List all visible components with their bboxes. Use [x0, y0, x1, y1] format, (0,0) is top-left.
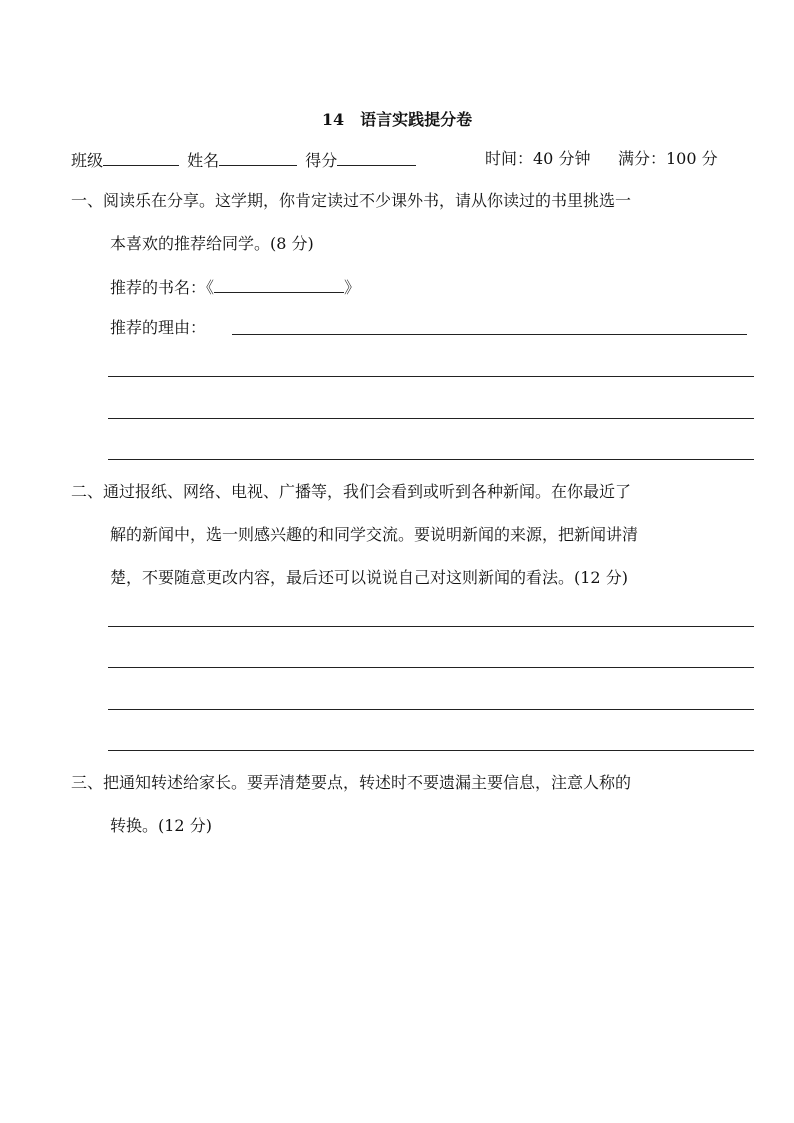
q3-line1: 三、把通知转述给家长。要弄清楚要点，转述时不要遗漏主要信息，注意人称的 — [71, 773, 632, 792]
q1-line1: 一、阅读乐在分享。这学期，你肯定读过不少课外书，请从你读过的书里挑选一 — [71, 191, 632, 210]
page-title: 14 语言实践提分卷 — [321, 110, 473, 129]
header-fields — [71, 149, 416, 171]
reason-line-2[interactable] — [108, 376, 754, 377]
score-label: 得分 — [305, 151, 338, 170]
q3-line2: 转换。(12 分) — [110, 816, 212, 835]
time-info: 时间：40 分钟 — [485, 149, 591, 168]
class-label: 班级 — [71, 151, 104, 170]
reason-line-4[interactable] — [108, 459, 754, 460]
name-blank[interactable] — [219, 149, 297, 166]
answer-line-2[interactable] — [108, 667, 754, 668]
q2-line1: 二、通过报纸、网络、电视、广播等，我们会看到或听到各种新闻。在你最近了 — [71, 482, 632, 501]
q2-line2: 解的新闻中，选一则感兴趣的和同学交流。要说明新闻的来源，把新闻讲清 — [110, 525, 639, 544]
class-blank[interactable] — [103, 149, 179, 166]
reason-line-1[interactable] — [232, 334, 747, 335]
name-label: 姓名 — [187, 151, 220, 170]
answer-line-1[interactable] — [108, 626, 754, 627]
q2-line3: 楚，不要随意更改内容，最后还可以说说自己对这则新闻的看法。(12 分) — [110, 568, 628, 587]
score-blank[interactable] — [337, 149, 416, 166]
reason-label: 推荐的理由： — [110, 318, 207, 337]
book-open-bracket: 《 — [206, 278, 215, 297]
answer-line-4[interactable] — [108, 750, 754, 751]
full-score-info: 满分：100 分 — [618, 149, 718, 168]
book-label: 推荐的书名： — [110, 278, 207, 297]
answer-line-3[interactable] — [108, 709, 754, 710]
q1-book-row — [110, 276, 360, 298]
book-title-blank[interactable] — [214, 276, 344, 293]
book-close-bracket: 》 — [344, 278, 361, 297]
q1-line2: 本喜欢的推荐给同学。(8 分) — [110, 234, 314, 253]
reason-line-3[interactable] — [108, 418, 754, 419]
